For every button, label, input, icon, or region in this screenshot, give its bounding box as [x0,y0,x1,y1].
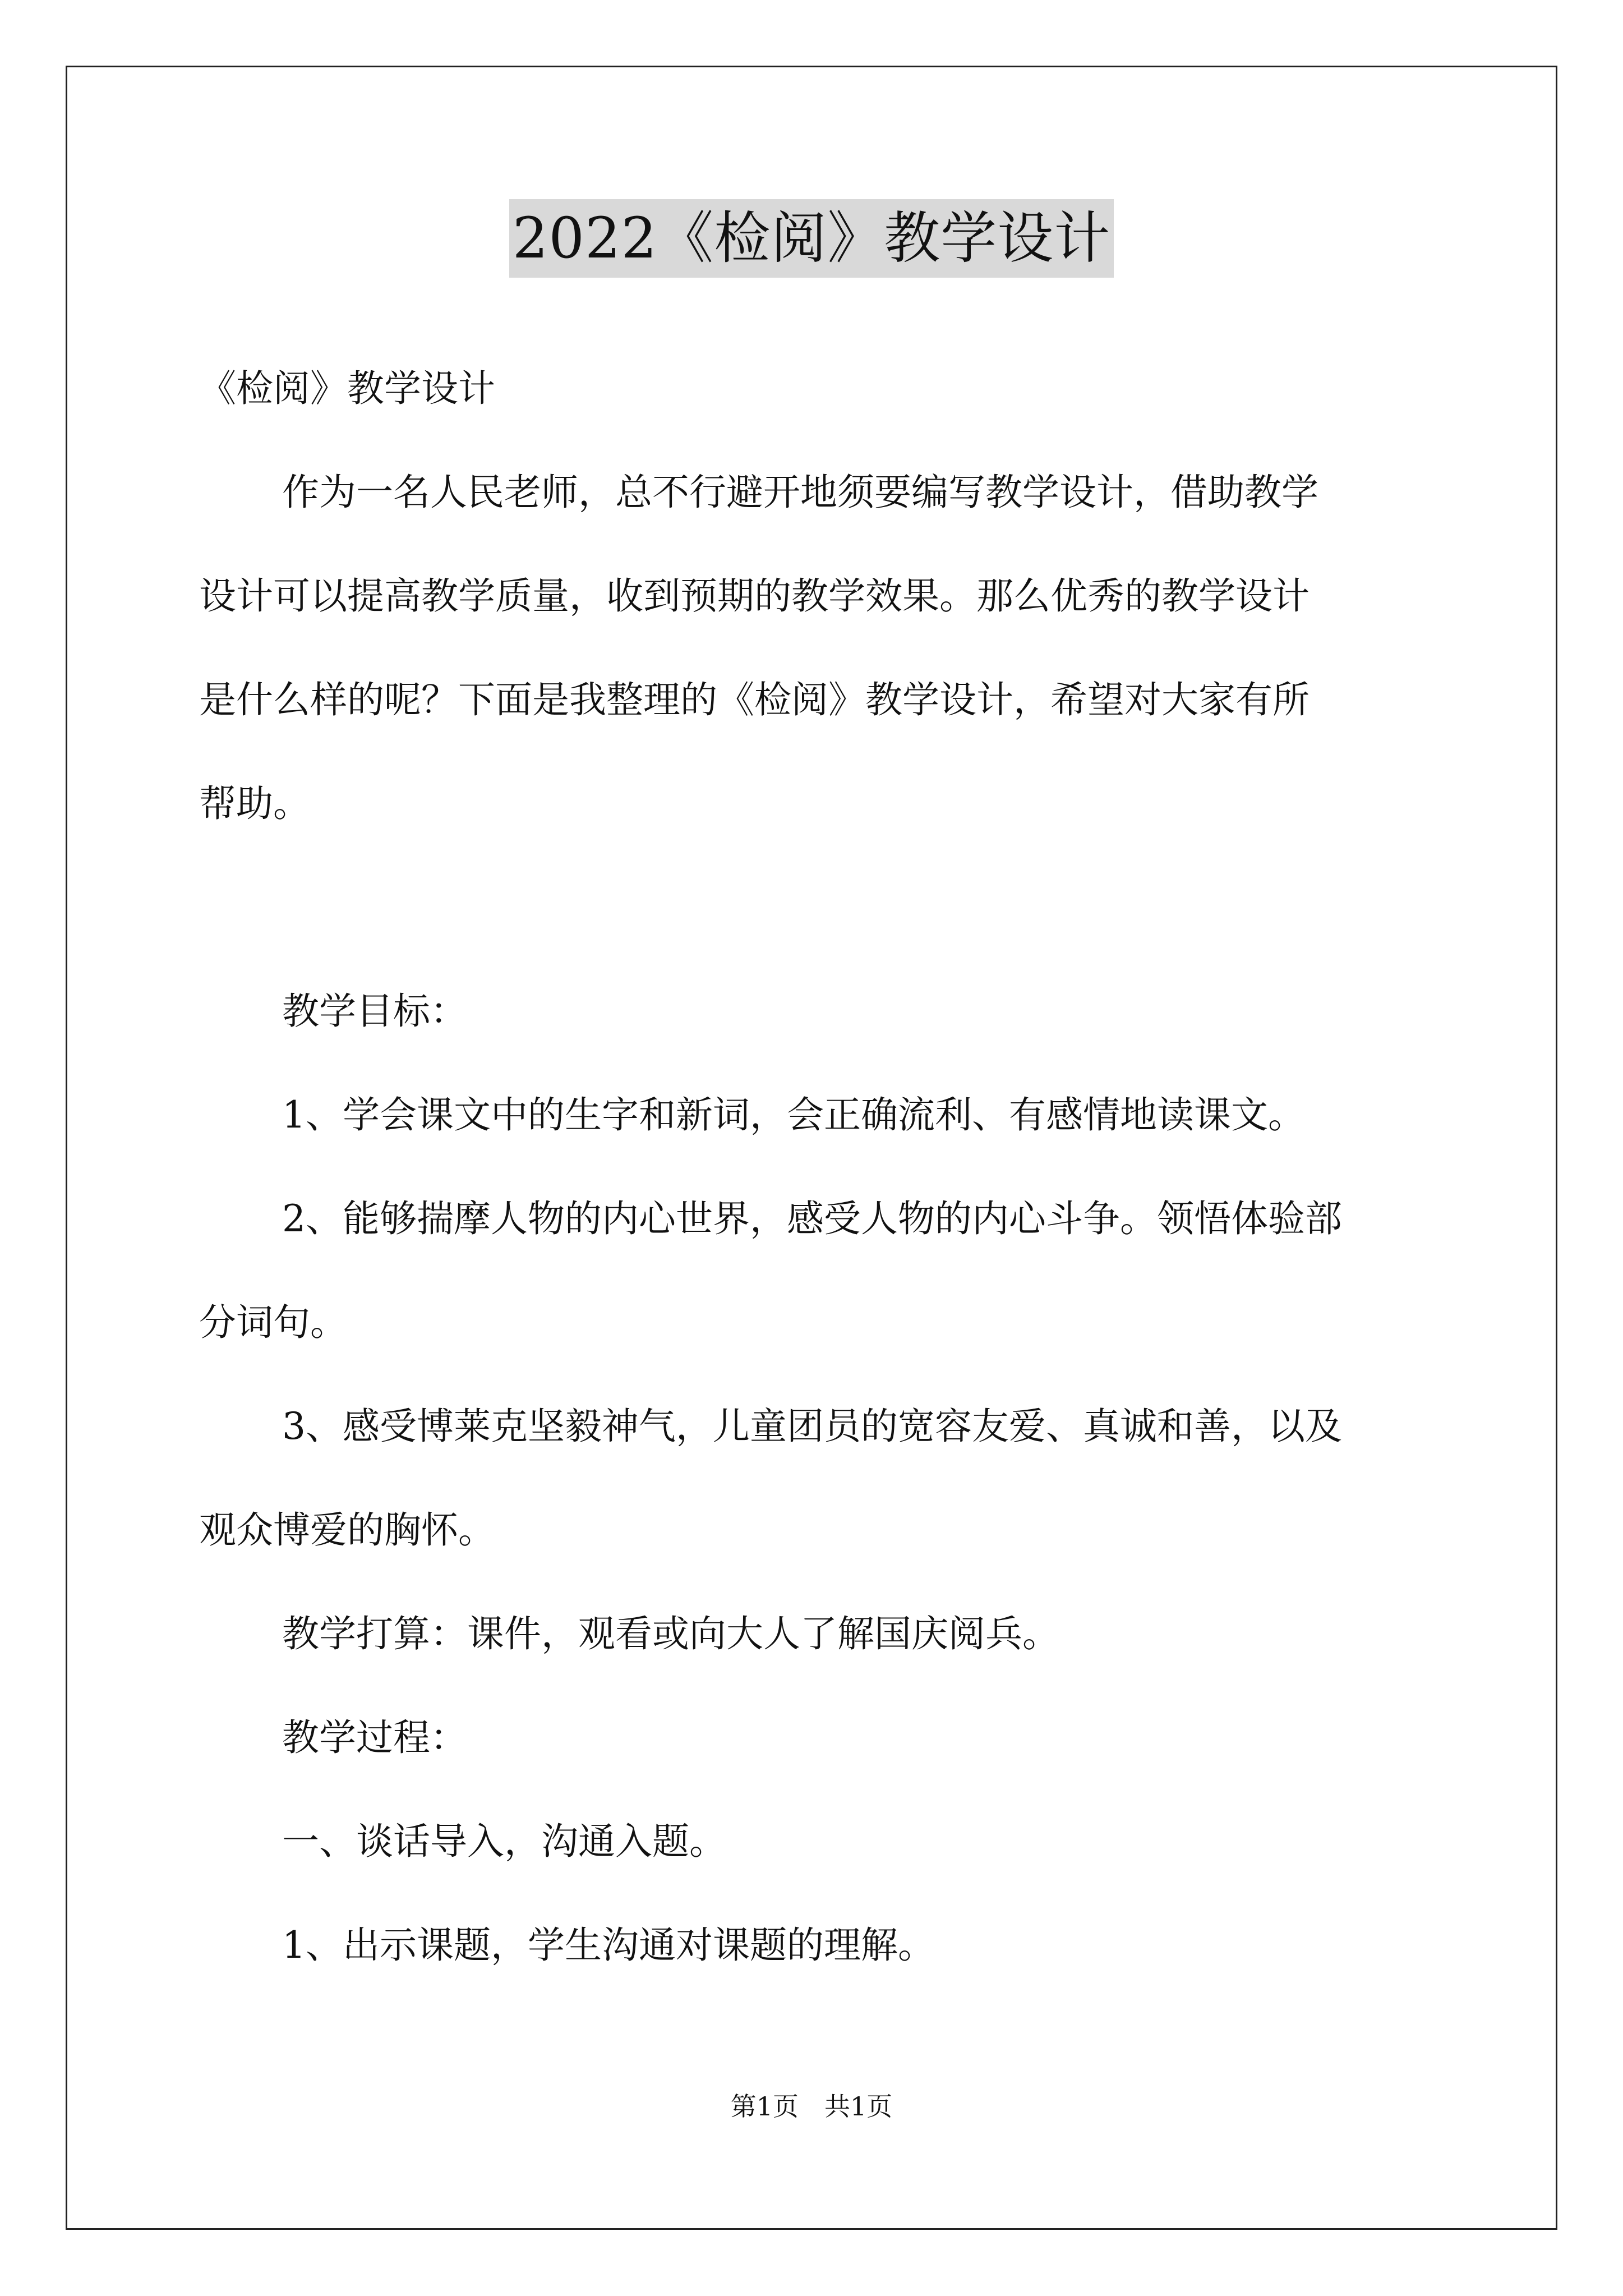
goal-item: 2、能够揣摩人物的内心世界，感受人物的内心斗争。领悟体验部 [282,1197,1342,1240]
paragraph-spacer [199,855,1433,959]
paragraph-line: 是什么样的呢？下面是我整理的《检阅》教学设计，希望对大家有所 [199,678,1310,721]
section-heading: 教学目标： [282,990,467,1033]
document-body [199,337,1433,1997]
section-heading: 教学过程： [282,1716,467,1759]
paragraph-line: 作为一名人民老师，总不行避开地须要编写教学设计，借助教学 [282,471,1318,514]
goal-item: 1、学会课文中的生字和新词，会正确流利、有感情地读课文。 [282,1093,1305,1137]
process-step: 1、出示课题，学生沟通对课题的理解。 [282,1924,935,1967]
subtitle-line: 《检阅》教学设计 [199,367,495,410]
goal-item-continued: 分词句。 [199,1301,347,1344]
process-step: 一、谈话导入，沟通入题。 [282,1820,726,1863]
preparation-line: 教学打算：课件，观看或向大人了解国庆阅兵。 [282,1612,1059,1655]
goal-item-continued: 观众博爱的胸怀。 [199,1508,495,1552]
paragraph-line: 帮助。 [199,782,310,825]
document-title: 2022《检阅》教学设计 [509,199,1114,278]
paragraph-line: 设计可以提高教学质量，收到预期的教学效果。那么优秀的教学设计 [199,574,1310,618]
title-container [0,199,1623,278]
page-footer: 第1页 共1页 [730,2091,893,2122]
goal-item: 3、感受博莱克坚毅神气，儿童团员的宽容友爱、真诚和善，以及 [282,1405,1342,1448]
